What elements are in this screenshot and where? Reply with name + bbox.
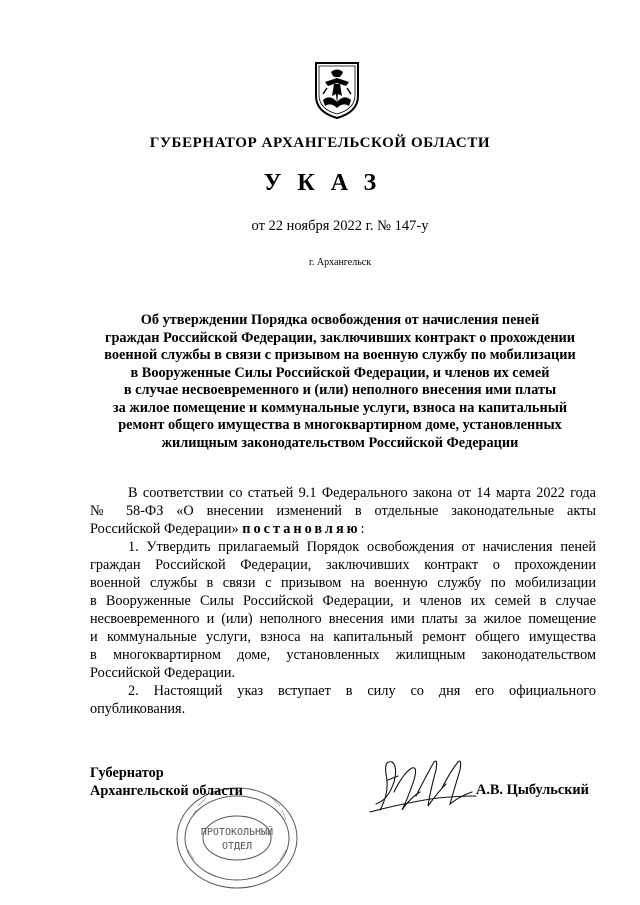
body-line: 2. Настоящий указ вступает в силу со дня его официального bbox=[128, 683, 596, 699]
signer-name: А.В. Цыбульский bbox=[476, 782, 589, 798]
item-2-paragraph bbox=[90, 682, 596, 718]
position-line: Архангельской области bbox=[90, 783, 243, 799]
body-line: Российской Федерации. bbox=[90, 665, 236, 681]
title-line: за жилое помещение и коммунальные услуги, взноса на капитальный bbox=[112, 399, 568, 416]
position-line: Губернатор bbox=[90, 765, 164, 781]
handwritten-signature bbox=[368, 752, 480, 822]
stamp-text-line: ПРОТОКОЛЬНЫЙ bbox=[200, 827, 274, 838]
title-line: военной службы в связи с призывом на военную службу по мобилизации bbox=[104, 347, 576, 363]
body-line: военной службы в связи с призывом на военную службу по мобилизации bbox=[90, 575, 596, 591]
body-line-text: Российской Федерации» bbox=[90, 521, 239, 537]
title-line: в Вооруженные Силы Российской Федерации, и членов их семей bbox=[130, 364, 550, 381]
title-line: жилищным законодательством Российской Федерации bbox=[161, 434, 519, 451]
decree-word: постановляю bbox=[242, 521, 361, 537]
title-line: Об утверждении Порядка освобождения от начисления пеней bbox=[140, 312, 540, 328]
title-line: ремонт общего имущества в многоквартирном доме, установленных bbox=[118, 417, 562, 433]
document-date-number: от 22 ноября 2022 г. № 147-у bbox=[251, 218, 429, 234]
body-line: несвоевременного и (или) неполного внесения ими платы за жилое помещение bbox=[90, 611, 596, 627]
body-line: 1. Утвердить прилагаемый Порядок освобождения от начисления пеней bbox=[128, 539, 596, 555]
body-line: опубликования. bbox=[90, 701, 186, 717]
body-line: в Вооруженные Силы Российской Федерации, и членов их семей в случае bbox=[90, 593, 596, 609]
document-type-heading: УКАЗ bbox=[263, 170, 393, 196]
body-line: В соответствии со статьей 9.1 Федерального закона от 14 марта 2022 года bbox=[128, 485, 596, 501]
document-title bbox=[70, 312, 610, 452]
body-line: в многоквартирном доме, установленных жилищным законодательством bbox=[90, 647, 596, 663]
title-line: в случае несвоевременного и (или) неполного внесения ими платы bbox=[123, 382, 557, 398]
body-line: и коммунальные услуги, взноса на капитальный ремонт общего имущества bbox=[90, 629, 596, 645]
document-city: г. Архангельск bbox=[308, 257, 372, 268]
preamble-paragraph bbox=[90, 484, 596, 538]
body-line bbox=[90, 520, 596, 538]
item-1-paragraph bbox=[90, 538, 596, 682]
title-line: граждан Российской Федерации, заключивших контракт о прохождении bbox=[104, 329, 576, 346]
stamp-text-line: ОТДЕЛ bbox=[221, 841, 253, 852]
body-line: № 58-ФЗ «О внесении изменений в отдельные законодательные акты bbox=[90, 503, 596, 519]
issuing-authority: ГУБЕРНАТОР АРХАНГЕЛЬСКОЙ ОБЛАСТИ bbox=[149, 135, 491, 151]
decree-colon: : bbox=[360, 521, 365, 537]
body-line: граждан Российской Федерации, заключивших контракт о прохождении bbox=[90, 557, 596, 573]
coat-of-arms-icon bbox=[313, 60, 361, 120]
signature-position bbox=[90, 764, 243, 800]
